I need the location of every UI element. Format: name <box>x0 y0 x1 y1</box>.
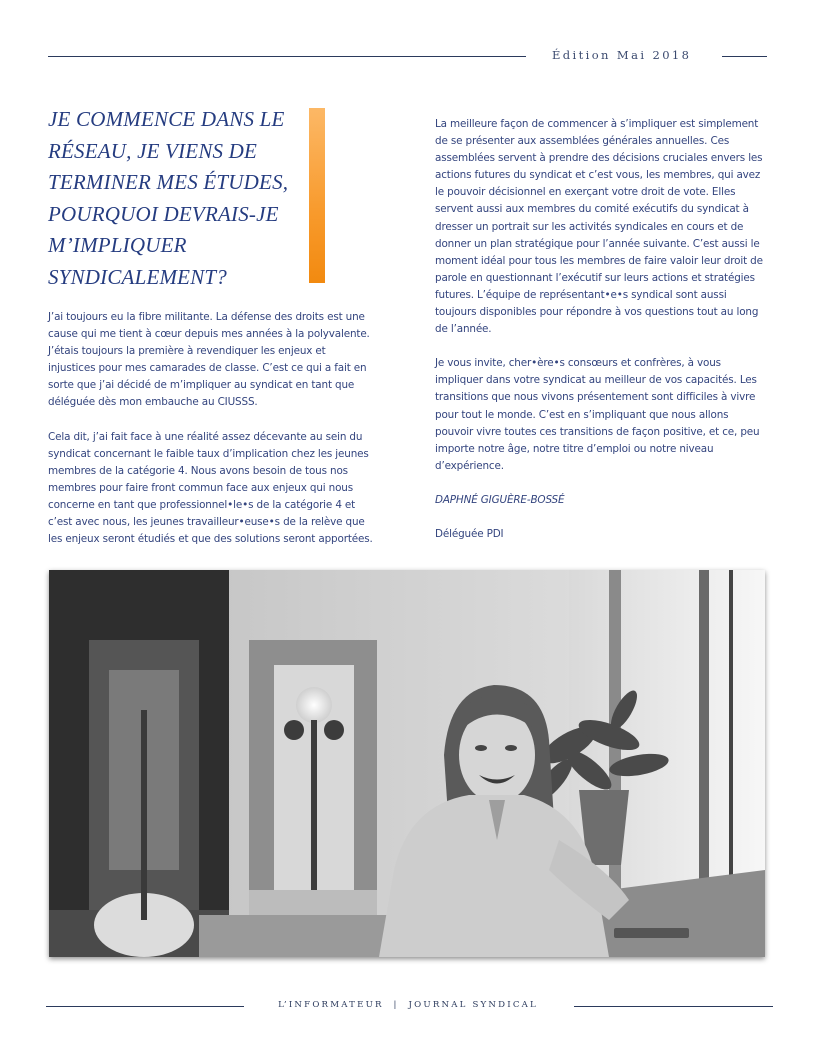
footer-publication-name: L’INFORMATEUR | JOURNAL SYNDICAL <box>278 1000 538 1010</box>
edition-label: Édition Mai 2018 <box>552 48 692 62</box>
footer-rule-right <box>574 1006 773 1007</box>
photo-lamp <box>296 687 332 723</box>
paragraph: La meilleure façon de commencer à s’impliquer est simplement de se présenter aux assemblées générales annuelles. Ces assemblées servent à prendre des décisions cruciales envers les actions futures du syndicat et c’est vous, les membres, qui avez le pouvoir décisionnel en exerçant votre droit de vote. Elles servent aussi aux membres du comité exécutifs du syndicat à dresser un portrait sur les activités syndicales en cours et de donner un plan stratégique pour l’année suivante. C’est aussi le moment idéal pour tous les membres de faire valoir leur droit de parole en questionnant l’exécutif sur leurs actions et stratégies futures. L’équipe de représentant•e•s syndical sont aussi toujours disponibles pour répondre à vos questions tout au long de l’année. <box>435 118 763 336</box>
photo-illustration <box>49 570 765 957</box>
article-left-column <box>48 309 374 565</box>
paragraph: J’ai toujours eu la fibre militante. La défense des droits est une cause qui me tient à cœur depuis mes années à la polyvalente. J’étais toujours la première à revendiquer les enjeux et injustices pour mes camarades de classe. C’est ce qui a fait en sorte que j’ai décidé de m’impliquer au syndicat en tant que déléguée dès mon embauche au CIUSSS. <box>48 311 370 409</box>
paragraph: Je vous invite, cher•ère•s consœurs et confrères, à vous impliquer dans votre syndicat au meilleur de vos capacités. Les transitions que nous vivons présentement sont difficiles à vivre pour tout le monde. C’est en s’impliquant que nous allons pouvoir vivre toutes ces transitions de façon positive, et ce, peu importe notre âge, notre titre d’emploi ou notre niveau d’expérience. <box>435 357 760 472</box>
author-role: Déléguée PDI <box>435 527 504 540</box>
header-rule-left <box>48 56 526 57</box>
author-name: DAPHNÉ GIGUÈRE-BOSSÉ <box>435 493 565 506</box>
article-right-column <box>435 116 765 560</box>
article-headline: JE COMMENCE DANS LE RÉSEAU, JE VIENS DE TERMINER MES ÉTUDES, POURQUOI DEVRAIS-JE M’IMPLIQUER SYNDICALEMENT? <box>48 107 289 289</box>
header-rule-right <box>722 56 767 57</box>
photo-phone <box>614 928 689 938</box>
article-photo <box>49 570 765 957</box>
paragraph: Cela dit, j’ai fait face à une réalité assez décevante au sein du syndicat concernant le faible taux d’implication chez les jeunes membres de la catégorie 4. Nous avons besoin de tous nos membres pour faire front commun face aux enjeux qui nous concerne en tant que professionnel•le•s de la catégorie 4 et c’est avec nous, les jeunes travailleur•euse•s de la relève que les enjeux seront étudiés et que des solutions seront apportées. <box>48 430 373 546</box>
headline-accent-bar <box>309 108 325 283</box>
